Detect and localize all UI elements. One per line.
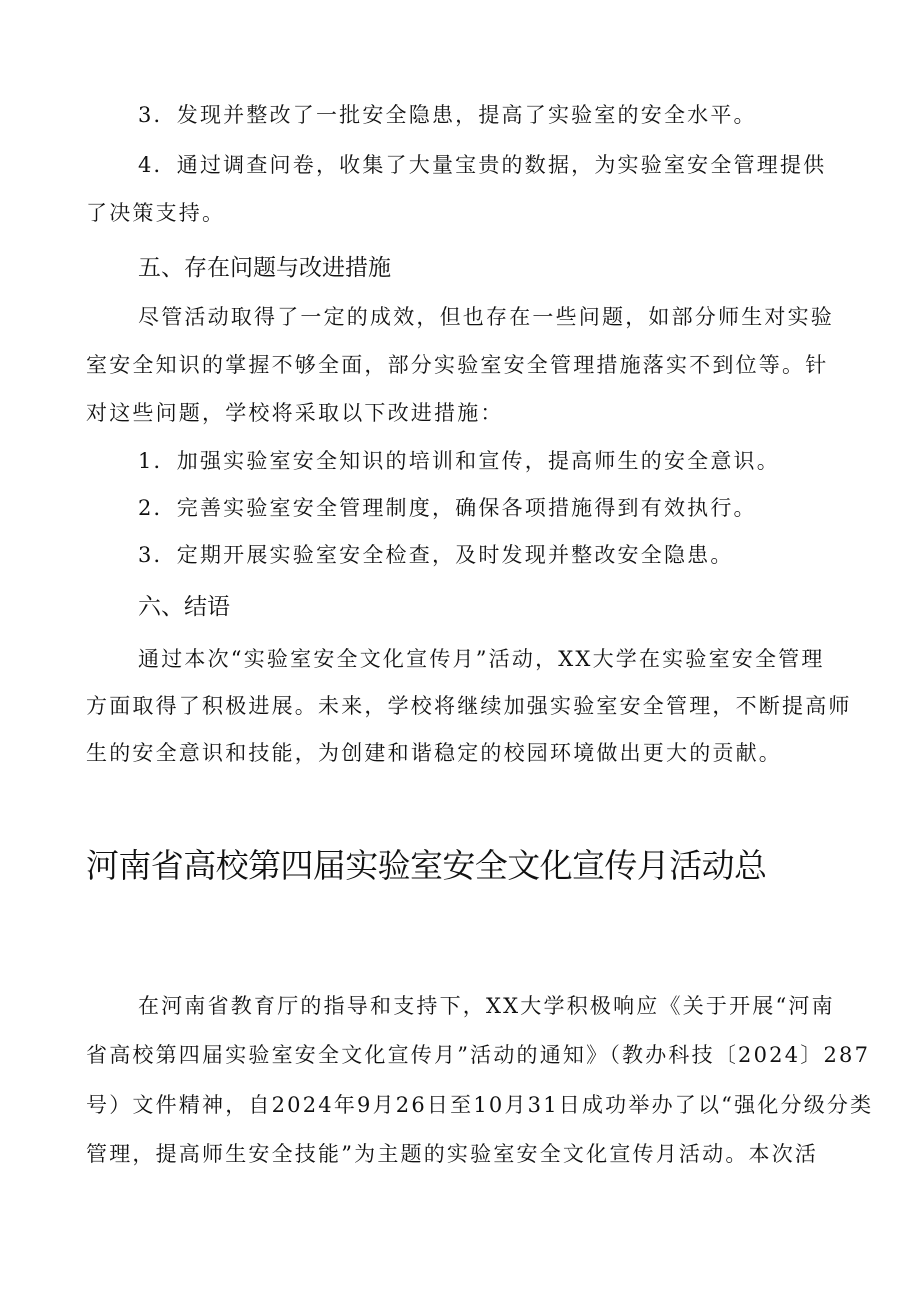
section-5-paragraph-line-3: 对这些问题，学校将采取以下改进措施： [86, 401, 504, 425]
intro-paragraph-line-3: 号）文件精神，自2024年9月26日至10月31日成功举办了以“强化分级分类 [86, 1093, 874, 1117]
improvement-measure-2: 2．完善实验室安全管理制度，确保各项措施得到有效执行。 [138, 496, 757, 520]
section-5-heading: 五、存在问题与改进措施 [138, 255, 391, 281]
achievement-item-4-line-2: 了决策支持。 [86, 201, 226, 225]
achievement-item-3: 3．发现并整改了一批安全隐患，提高了实验室的安全水平。 [138, 103, 757, 127]
achievement-item-4-line-1: 4．通过调查问卷，收集了大量宝贵的数据，为实验室安全管理提供 [138, 153, 827, 177]
section-5-paragraph-line-2: 室安全知识的掌握不够全面，部分实验室安全管理措施落实不到位等。针 [86, 353, 829, 377]
section-6-paragraph-line-3: 生的安全意识和技能，为创建和谐稳定的校园环境做出更大的贡献。 [86, 741, 782, 765]
section-6-paragraph-line-2: 方面取得了积极进展。未来，学校将继续加强实验室安全管理，不断提高师 [86, 694, 852, 718]
section-6-paragraph-line-1: 通过本次“实验室安全文化宣传月”活动，XX大学在实验室安全管理 [138, 647, 825, 671]
improvement-measure-3: 3．定期开展实验室安全检查，及时发现并整改安全隐患。 [138, 543, 734, 567]
section-6-heading: 六、结语 [138, 594, 230, 620]
second-document-title: 河南省高校第四届实验室安全文化宣传月活动总 [86, 846, 767, 885]
intro-paragraph-line-4: 管理，提高师生安全技能”为主题的实验室安全文化宣传月活动。本次活 [86, 1142, 819, 1166]
section-5-paragraph-line-1: 尽管活动取得了一定的成效，但也存在一些问题，如部分师生对实验 [138, 305, 834, 329]
intro-paragraph-line-2: 省高校第四届实验室安全文化宣传月”活动的通知》（教办科技〔2024〕287 [86, 1043, 871, 1067]
improvement-measure-1: 1．加强实验室安全知识的培训和宣传，提高师生的安全意识。 [138, 449, 780, 473]
intro-paragraph-line-1: 在河南省教育厅的指导和支持下，XX大学积极响应《关于开展“河南 [138, 994, 835, 1018]
